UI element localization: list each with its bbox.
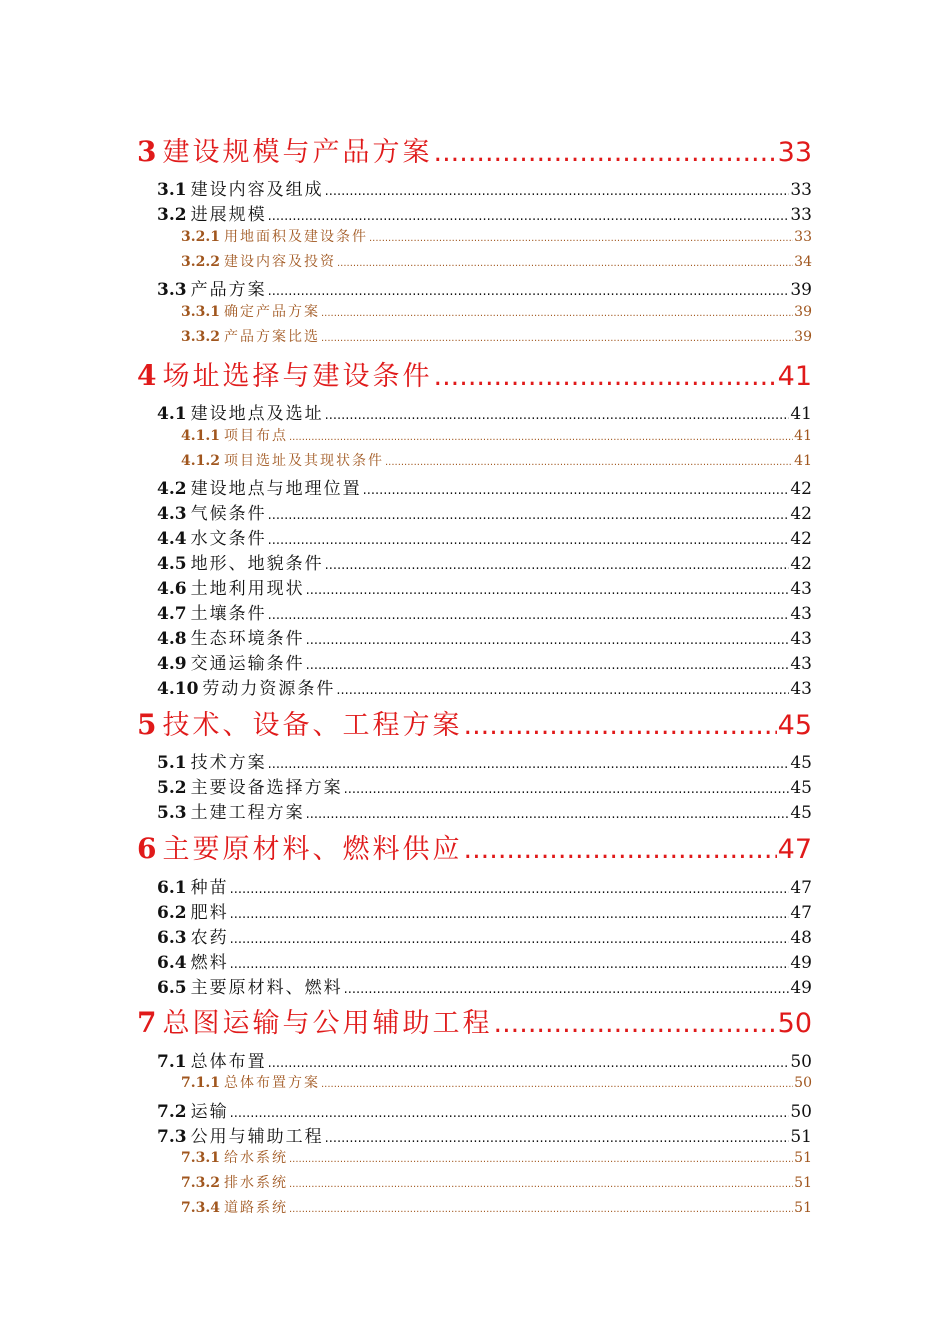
dot-leader [325, 558, 790, 573]
toc-title: 给水系统 [223, 1150, 288, 1166]
toc-page: 45 [790, 803, 812, 822]
dot-leader [230, 932, 790, 947]
toc-page: 41 [790, 404, 812, 423]
toc-title: 肥料 [190, 903, 229, 922]
toc-title: 进展规模 [190, 205, 267, 224]
toc-subsection-3-3-2[interactable] [181, 326, 812, 348]
toc-title: 主要原材料、燃料 [190, 978, 343, 997]
toc-title: 技术方案 [190, 753, 267, 772]
toc-subsection-7-3-4[interactable] [181, 1197, 812, 1219]
toc-title: 总体布置方案 [223, 1075, 320, 1091]
toc-page: 42 [790, 479, 812, 498]
toc-section-5-1[interactable] [157, 748, 812, 772]
toc-title: 确定产品方案 [223, 304, 320, 320]
dot-leader [325, 408, 790, 423]
toc-page: 49 [790, 978, 812, 997]
toc-page: 45 [777, 710, 812, 741]
toc-section-6-3[interactable] [157, 923, 812, 947]
toc-title: 建设规模与产品方案 [162, 137, 433, 168]
dot-leader [268, 209, 790, 224]
toc-number: 4.8 [157, 629, 187, 648]
toc-title: 种苗 [190, 878, 229, 897]
dot-leader [230, 882, 790, 897]
dot-leader [363, 483, 790, 498]
toc-subsection-4-1-2[interactable] [181, 450, 812, 472]
toc-section-3-1[interactable] [157, 175, 812, 199]
dot-leader [369, 233, 793, 244]
toc-section-4-4[interactable] [157, 524, 812, 548]
toc-page: 33 [794, 229, 812, 245]
toc-title: 燃料 [190, 953, 229, 972]
toc-page: 33 [790, 180, 812, 199]
dot-leader [493, 1008, 776, 1039]
toc-page: 43 [790, 629, 812, 648]
toc-page: 45 [790, 778, 812, 797]
toc-section-7-1[interactable] [157, 1047, 812, 1071]
toc-number: 4.10 [157, 679, 199, 698]
toc-title: 用地面积及建设条件 [223, 229, 368, 245]
dot-leader [230, 1106, 790, 1121]
toc-title: 地形、地貌条件 [190, 554, 324, 573]
toc-number: 7.1.1 [181, 1075, 220, 1091]
toc-number: 5.1 [157, 753, 187, 772]
toc-page: 34 [794, 254, 812, 270]
dot-leader [336, 683, 789, 698]
toc-title: 土壤条件 [190, 604, 267, 623]
toc-number: 6.4 [157, 953, 187, 972]
toc-subsection-3-2-1[interactable] [181, 226, 812, 248]
dot-leader [289, 1179, 793, 1190]
toc-title: 水文条件 [190, 529, 267, 548]
toc-number: 3.3.1 [181, 304, 220, 320]
toc-page: 41 [794, 453, 812, 469]
toc-title: 土建工程方案 [190, 803, 305, 822]
toc-title: 农药 [190, 928, 229, 947]
toc-number: 4.3 [157, 504, 187, 523]
toc-page: 33 [790, 205, 812, 224]
toc-title: 建设地点与地理位置 [190, 479, 362, 498]
toc-page: 50 [790, 1052, 812, 1071]
toc-title: 劳动力资源条件 [202, 679, 336, 698]
dot-leader [289, 1154, 793, 1165]
toc-number: 7.3.2 [181, 1175, 220, 1191]
dot-leader [463, 834, 776, 865]
toc-number: 5 [137, 708, 157, 741]
toc-chapter-6[interactable] [137, 827, 812, 867]
dot-leader [325, 184, 790, 199]
toc-section-6-1[interactable] [157, 873, 812, 897]
toc-subsection-4-1-1[interactable] [181, 425, 812, 447]
toc-number: 7.3.4 [181, 1200, 220, 1216]
toc-number: 3.3 [157, 280, 187, 299]
toc-page: 51 [794, 1150, 812, 1166]
dot-leader [321, 1079, 793, 1090]
toc-page: 43 [790, 654, 812, 673]
toc-title: 产品方案 [190, 280, 267, 299]
dot-leader [268, 533, 790, 548]
toc-title: 公用与辅助工程 [190, 1127, 324, 1146]
toc-title: 建设内容及组成 [190, 180, 324, 199]
toc-section-7-2[interactable] [157, 1097, 812, 1121]
toc-title: 运输 [190, 1102, 229, 1121]
toc-section-5-3[interactable] [157, 798, 812, 822]
toc-title: 总图运输与公用辅助工程 [162, 1008, 493, 1039]
toc-number: 7 [137, 1006, 157, 1039]
toc-number: 7.3.1 [181, 1150, 220, 1166]
dot-leader [268, 284, 790, 299]
toc-title: 主要原材料、燃料供应 [162, 834, 463, 865]
dot-leader [337, 258, 793, 269]
toc-page: 49 [790, 953, 812, 972]
toc-title: 技术、设备、工程方案 [162, 710, 463, 741]
dot-leader [306, 658, 790, 673]
toc-section-6-4[interactable] [157, 948, 812, 972]
toc-title: 道路系统 [223, 1200, 288, 1216]
toc-number: 4.1.1 [181, 428, 220, 444]
toc-subsection-7-1-1[interactable] [181, 1072, 812, 1094]
dot-leader [268, 508, 790, 523]
toc-title: 总体布置 [190, 1052, 267, 1071]
toc-number: 4.6 [157, 579, 187, 598]
toc-number: 3.2.1 [181, 229, 220, 245]
toc-number: 3.3.2 [181, 329, 220, 345]
toc-number: 3.1 [157, 180, 187, 199]
toc-page: 47 [790, 878, 812, 897]
dot-leader [433, 361, 776, 392]
dot-leader [385, 457, 793, 468]
toc-section-4-6[interactable] [157, 574, 812, 598]
toc-title: 项目选址及其现状条件 [223, 453, 384, 469]
toc-page: 51 [794, 1175, 812, 1191]
toc-number: 6.1 [157, 878, 187, 897]
dot-leader [268, 608, 790, 623]
toc-page: 41 [777, 361, 812, 392]
toc-number: 7.2 [157, 1102, 187, 1121]
toc-number: 4.2 [157, 479, 187, 498]
toc-page: 47 [790, 903, 812, 922]
toc-number: 3.2 [157, 205, 187, 224]
toc-subsection-3-2-2[interactable] [181, 251, 812, 273]
toc-number: 4.1.2 [181, 453, 220, 469]
toc-page: 50 [794, 1075, 812, 1091]
toc-number: 4.1 [157, 404, 187, 423]
toc-page: 51 [794, 1200, 812, 1216]
dot-leader [325, 1131, 790, 1146]
toc-title: 项目布点 [223, 428, 288, 444]
dot-leader [230, 907, 790, 922]
toc-section-6-5[interactable] [157, 973, 812, 997]
dot-leader [306, 583, 790, 598]
dot-leader [344, 782, 790, 797]
toc-page: 39 [794, 304, 812, 320]
toc-number: 4.5 [157, 554, 187, 573]
toc-section-4-9[interactable] [157, 649, 812, 673]
toc-page: 43 [790, 679, 812, 698]
dot-leader [268, 757, 790, 772]
toc-page: 51 [790, 1127, 812, 1146]
toc-subsection-3-3-1[interactable] [181, 301, 812, 323]
toc-title: 交通运输条件 [190, 654, 305, 673]
toc-number: 4.7 [157, 604, 187, 623]
dot-leader [306, 633, 790, 648]
toc-page: 42 [790, 529, 812, 548]
toc-page: 50 [790, 1102, 812, 1121]
toc-number: 6.2 [157, 903, 187, 922]
toc-number: 4 [137, 359, 157, 392]
toc-title: 产品方案比选 [223, 329, 320, 345]
toc-chapter-3[interactable] [137, 130, 812, 170]
dot-leader [230, 957, 790, 972]
toc-page: 42 [790, 554, 812, 573]
toc-section-4-1[interactable] [157, 399, 812, 423]
toc-page: 42 [790, 504, 812, 523]
toc-page: 39 [794, 329, 812, 345]
toc-section-4-2[interactable] [157, 474, 812, 498]
dot-leader [289, 1204, 793, 1215]
toc-section-4-3[interactable] [157, 499, 812, 523]
toc-number: 3.2.2 [181, 254, 220, 270]
toc-page: 41 [794, 428, 812, 444]
toc-chapter-7[interactable] [137, 1001, 812, 1041]
toc-page: 33 [777, 137, 812, 168]
toc-number: 6.5 [157, 978, 187, 997]
toc-title: 气候条件 [190, 504, 267, 523]
toc-page: 50 [777, 1008, 812, 1039]
dot-leader [268, 1056, 790, 1071]
toc-title: 排水系统 [223, 1175, 288, 1191]
toc-page: 48 [790, 928, 812, 947]
toc-number: 4.4 [157, 529, 187, 548]
toc-section-3-3[interactable] [157, 275, 812, 299]
toc-page: 39 [790, 280, 812, 299]
toc-page: 43 [790, 579, 812, 598]
toc-section-4-5[interactable] [157, 549, 812, 573]
dot-leader [463, 710, 776, 741]
toc-section-4-8[interactable] [157, 624, 812, 648]
toc-page: 45 [790, 753, 812, 772]
dot-leader [433, 137, 776, 168]
toc-number: 5.2 [157, 778, 187, 797]
toc-title: 建设地点及选址 [190, 404, 324, 423]
toc-section-4-7[interactable] [157, 599, 812, 623]
toc-page: 43 [790, 604, 812, 623]
toc-title: 场址选择与建设条件 [162, 361, 433, 392]
dot-leader [289, 432, 793, 443]
dot-leader [306, 807, 790, 822]
toc-title: 主要设备选择方案 [190, 778, 343, 797]
toc-chapter-5[interactable] [137, 703, 812, 743]
toc-subsection-7-3-1[interactable] [181, 1147, 812, 1169]
toc-number: 7.1 [157, 1052, 187, 1071]
toc-subsection-7-3-2[interactable] [181, 1172, 812, 1194]
toc-section-6-2[interactable] [157, 898, 812, 922]
toc-number: 7.3 [157, 1127, 187, 1146]
dot-leader [321, 333, 793, 344]
toc-title: 建设内容及投资 [223, 254, 336, 270]
toc-number: 6 [137, 832, 157, 865]
toc-page: 47 [777, 834, 812, 865]
toc-number: 6.3 [157, 928, 187, 947]
dot-leader [321, 308, 793, 319]
toc-number: 5.3 [157, 803, 187, 822]
dot-leader [344, 982, 790, 997]
toc-section-5-2[interactable] [157, 773, 812, 797]
toc-chapter-4[interactable] [137, 354, 812, 394]
toc-section-3-2[interactable] [157, 200, 812, 224]
toc-title: 土地利用现状 [190, 579, 305, 598]
toc-title: 生态环境条件 [190, 629, 305, 648]
toc-section-7-3[interactable] [157, 1122, 812, 1146]
toc-number: 3 [137, 135, 157, 168]
toc-section-4-10[interactable] [157, 674, 812, 698]
toc-number: 4.9 [157, 654, 187, 673]
